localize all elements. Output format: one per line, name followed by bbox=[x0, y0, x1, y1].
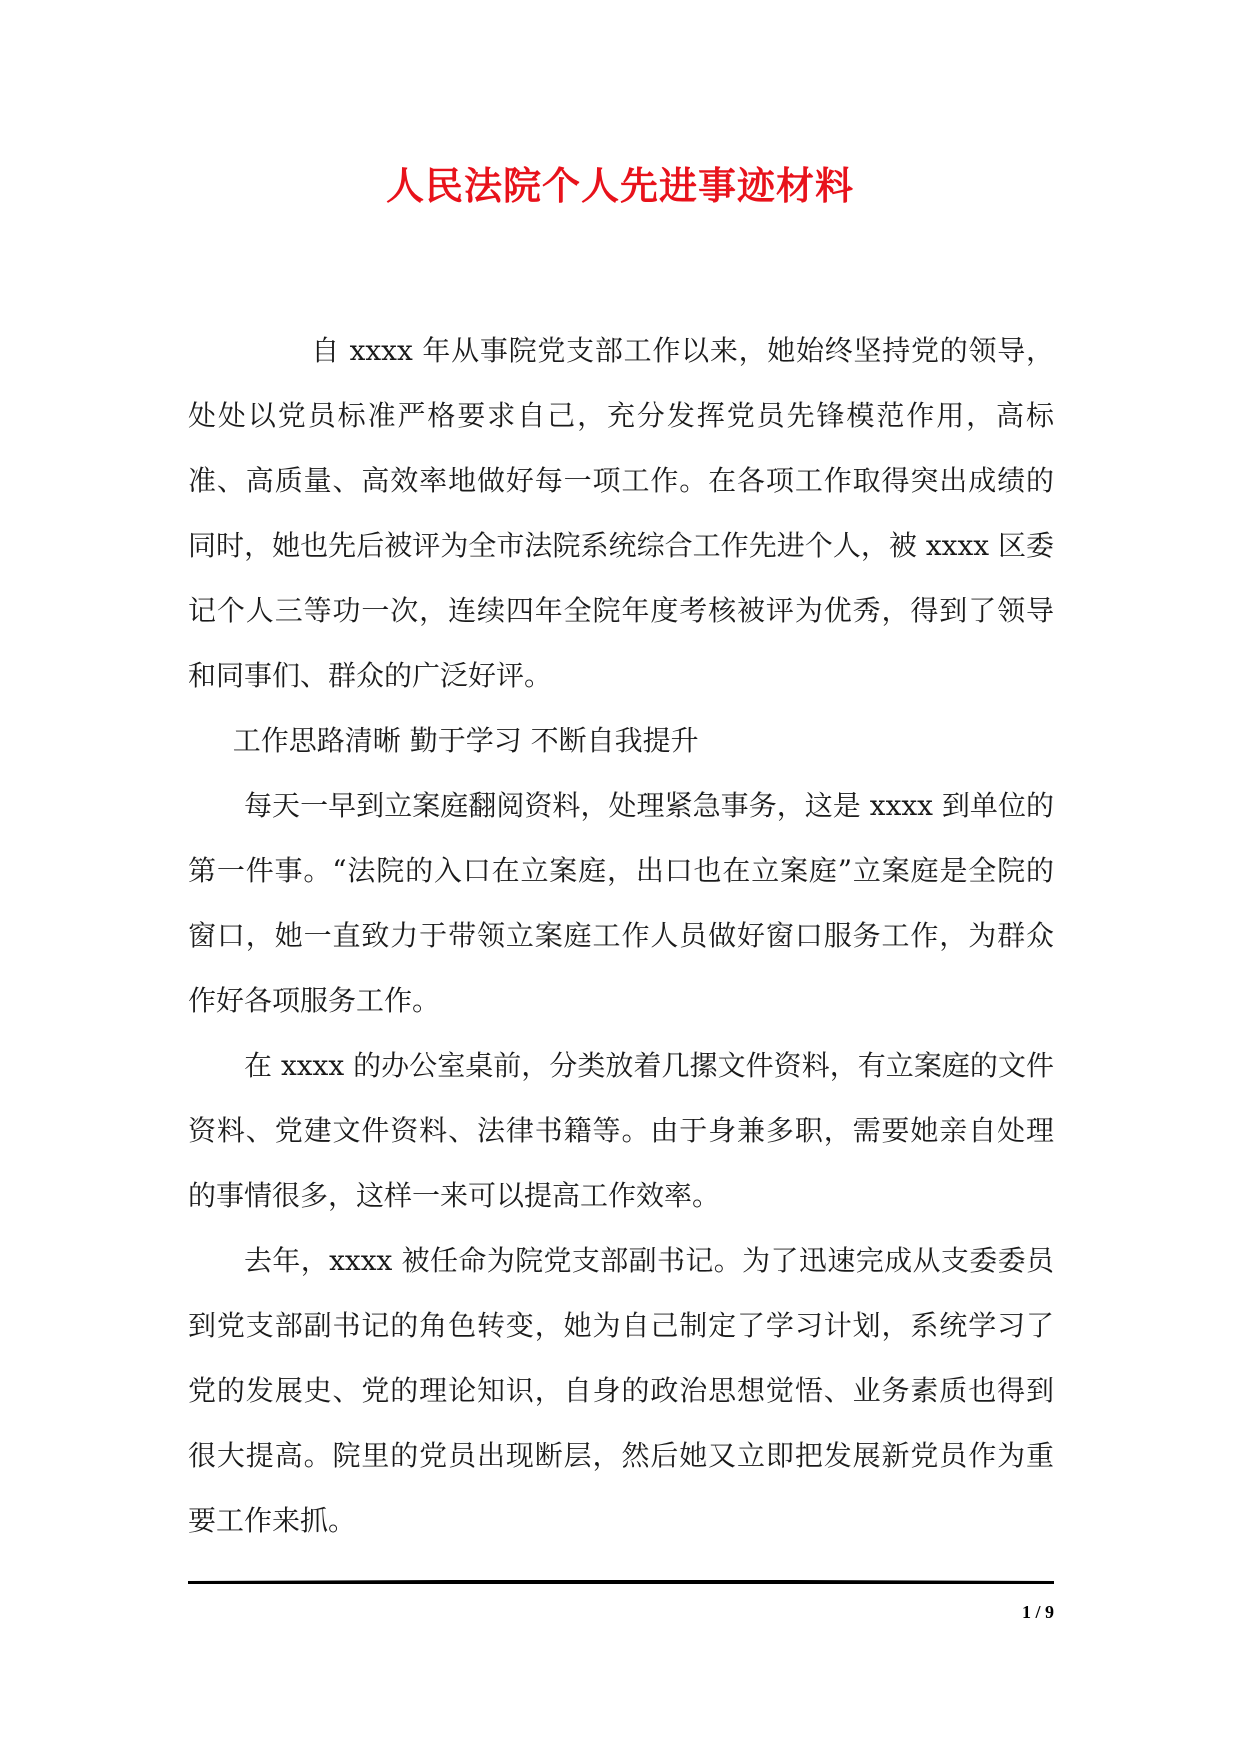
footer-divider bbox=[188, 1581, 1054, 1584]
paragraph-last-year: 去年，xxxx 被任命为院党支部副书记。为了迅速完成从支委委员到党支部副书记的角色转变，她为自己制定了学习计划，系统学习了党的发展史、党的理论知识，自身的政治思想觉悟、业务素质也得到很大提高。院里的党员出现断层，然后她又立即把发展新党员作为重要工作来抓。 bbox=[188, 1244, 1054, 1537]
document-body bbox=[188, 318, 1054, 1553]
section-heading: 工作思路清晰 勤于学习 不断自我提升 bbox=[232, 724, 699, 757]
page-number: 1 / 9 bbox=[1021, 1602, 1054, 1622]
document-title: 人民法院个人先进事迹材料 bbox=[385, 163, 854, 208]
paragraph-daily-work: 每天一早到立案庭翻阅资料，处理紧急事务，这是 xxxx 到单位的第一件事。“法院的入口在立案庭，出口也在立案庭”立案庭是全院的窗口，她一直致力于带领立案庭工作人员做好窗口服务工作，为群众作好各项服务工作。 bbox=[188, 789, 1054, 1017]
paragraph-office-desk: 在 xxxx 的办公室桌前，分类放着几摞文件资料，有立案庭的文件资料、党建文件资料、法律书籍等。由于身兼多职，需要她亲自处理的事情很多，这样一来可以提高工作效率。 bbox=[188, 1049, 1054, 1212]
paragraph-intro: 自 xxxx 年从事院党支部工作以来，她始终坚持党的领导，处处以党员标准严格要求自己，充分发挥党员先锋模范作用，高标准、高质量、高效率地做好每一项工作。在各项工作取得突出成绩的同时，她也先后被评为全市法院系统综合工作先进个人，被 xxxx 区委记个人三等功一次，连续四年全院年度考核被评为优秀，得到了领导和同事们、群众的广泛好评。 bbox=[188, 334, 1054, 692]
